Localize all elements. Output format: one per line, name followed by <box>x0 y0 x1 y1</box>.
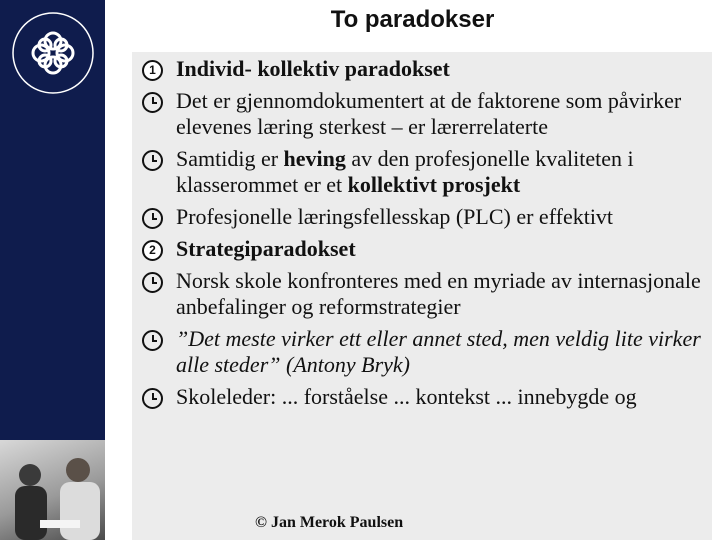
item-text: av den profesjonelle kvaliteten i klasserommet er et <box>176 146 634 197</box>
item-text: Profesjonelle læringsfellesskap (PLC) er effektivt <box>176 204 614 229</box>
list-item <box>142 146 707 198</box>
bullet-list <box>142 56 707 416</box>
list-item <box>142 88 707 140</box>
item-text: Samtidig er <box>176 146 284 171</box>
clock-bullet-icon <box>142 272 163 293</box>
footer-credit: © Jan Merok Paulsen <box>255 514 404 531</box>
list-item <box>142 204 707 230</box>
clock-bullet-icon <box>142 92 163 113</box>
item-text: Det er gjennomdokumentert at de faktorene som påvirker elevenes læring sterkest – er lærerrelaterte <box>176 88 682 139</box>
item-emphasis: heving <box>283 146 346 171</box>
list-item <box>142 268 707 320</box>
slide-title: To paradokser <box>330 6 495 33</box>
item-emphasis: kollektivt prosjekt <box>347 172 521 197</box>
list-item <box>142 384 707 410</box>
content-panel <box>132 52 712 540</box>
clock-bullet-icon <box>142 150 163 171</box>
item-quote: ”Det meste virker ett eller annet sted, men veldig lite virker alle steder” (Antony Bryk) <box>176 326 701 377</box>
item-text: Skoleleder: ... forståelse ... kontekst ... innebygde og <box>176 384 637 409</box>
list-item <box>142 236 707 262</box>
clock-bullet-icon <box>142 388 163 409</box>
number-two-icon: 2 <box>142 240 163 261</box>
people-photo <box>0 440 105 540</box>
sidebar <box>0 0 105 540</box>
number-one-icon: 1 <box>142 60 163 81</box>
list-item <box>142 56 707 82</box>
list-item <box>142 326 707 378</box>
clock-bullet-icon <box>142 330 163 351</box>
college-logo <box>8 8 98 98</box>
clock-bullet-icon <box>142 208 163 229</box>
item-heading: Individ- kollektiv paradokset <box>176 56 450 81</box>
item-heading: Strategiparadokset <box>176 236 356 261</box>
item-text: Norsk skole konfronteres med en myriade av internasjonale anbefalinger og reformstrategier <box>176 268 701 319</box>
